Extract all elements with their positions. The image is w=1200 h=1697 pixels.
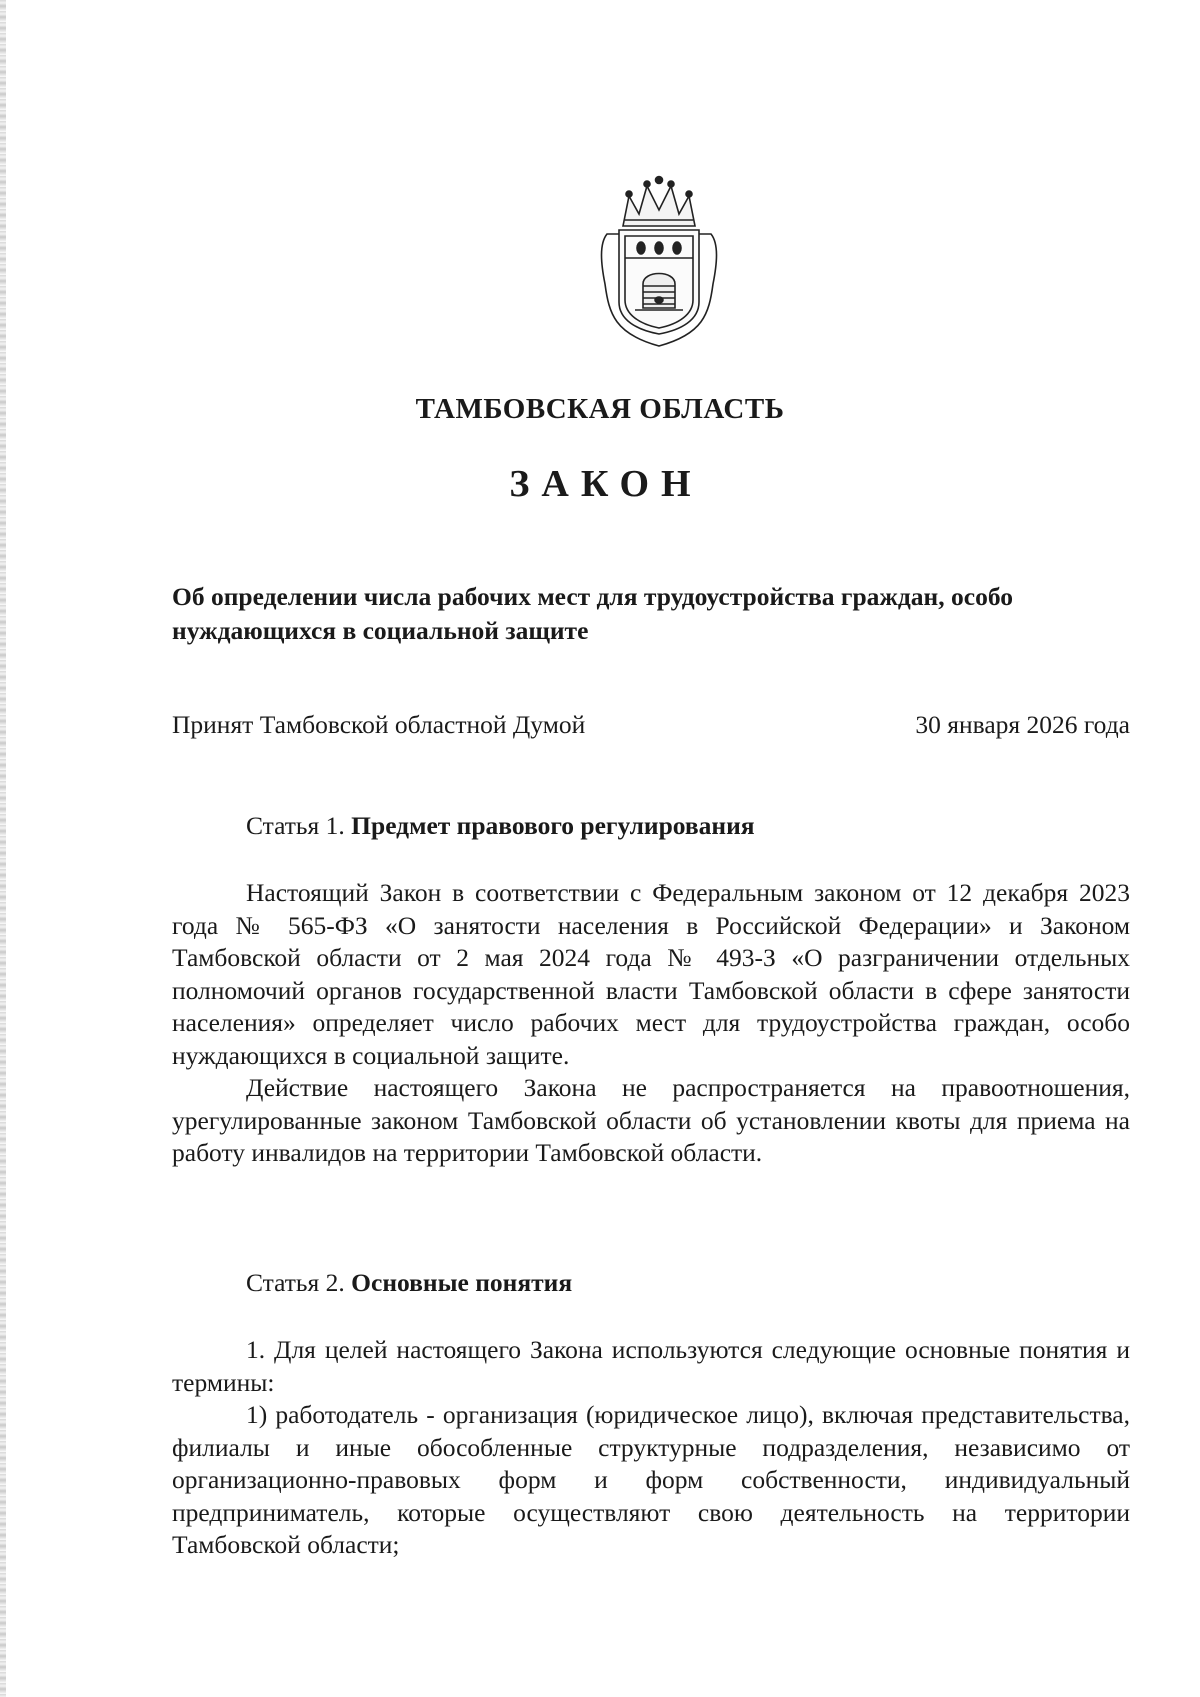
paragraph: Настоящий Закон в соответствии с Федеральным законом от 12 декабря 2023 года № 565-ФЗ «О занятости населения в Российской Федерации» и Законом Тамбовской области от 2 мая 2024 года № 493-З «О разграничении отдельных полномочий органов государственной власти Тамбовской области в сфере занятости населения» определяет число рабочих мест для трудоустройства граждан, особо нуждающихся в социальной защите. bbox=[172, 878, 1130, 1070]
paragraph: Действие настоящего Закона не распространяется на правоотношения, урегулированные законом Тамбовской области об установлении квоты для приема на работу инвалидов на территории Тамбовской области. bbox=[172, 1073, 1130, 1167]
adopted-by: Принят Тамбовской областной Думой bbox=[172, 710, 586, 739]
region-name: ТАМБОВСКАЯ ОБЛАСТЬ bbox=[415, 393, 785, 425]
article-1-title: Предмет правового регулирования bbox=[351, 811, 755, 840]
paragraph: 1) работодатель - организация (юридическое лицо), включая представительства, филиалы и иные обособленные структурные подразделения, независимо от организационно-правовых форм и форм собственности, индивидуальный предприниматель, которые осуществляют свою деятельность на территории Тамбовской области; bbox=[172, 1400, 1130, 1559]
document-type: ЗАКОН bbox=[509, 463, 703, 505]
article-2-label: Статья 2. bbox=[246, 1268, 345, 1297]
article-2-title: Основные понятия bbox=[351, 1268, 573, 1297]
law-title: Об определении числа рабочих мест для трудоустройства граждан, особо нуждающихся в социальной защите bbox=[172, 582, 1013, 645]
article-1-heading bbox=[172, 811, 1200, 841]
paragraph: 1. Для целей настоящего Закона используются следующие основные понятия и термины: bbox=[172, 1335, 1130, 1397]
article-1-label: Статья 1. bbox=[246, 811, 345, 840]
article-2-heading bbox=[172, 1268, 1200, 1298]
coat-of-arms-emblem bbox=[595, 174, 723, 350]
article-2-body bbox=[172, 1334, 1130, 1562]
adoption-date: 30 января 2026 года bbox=[915, 710, 1130, 739]
article-1-body bbox=[172, 877, 1130, 1170]
adoption-line bbox=[172, 710, 1130, 740]
scan-edge bbox=[0, 0, 6, 1697]
